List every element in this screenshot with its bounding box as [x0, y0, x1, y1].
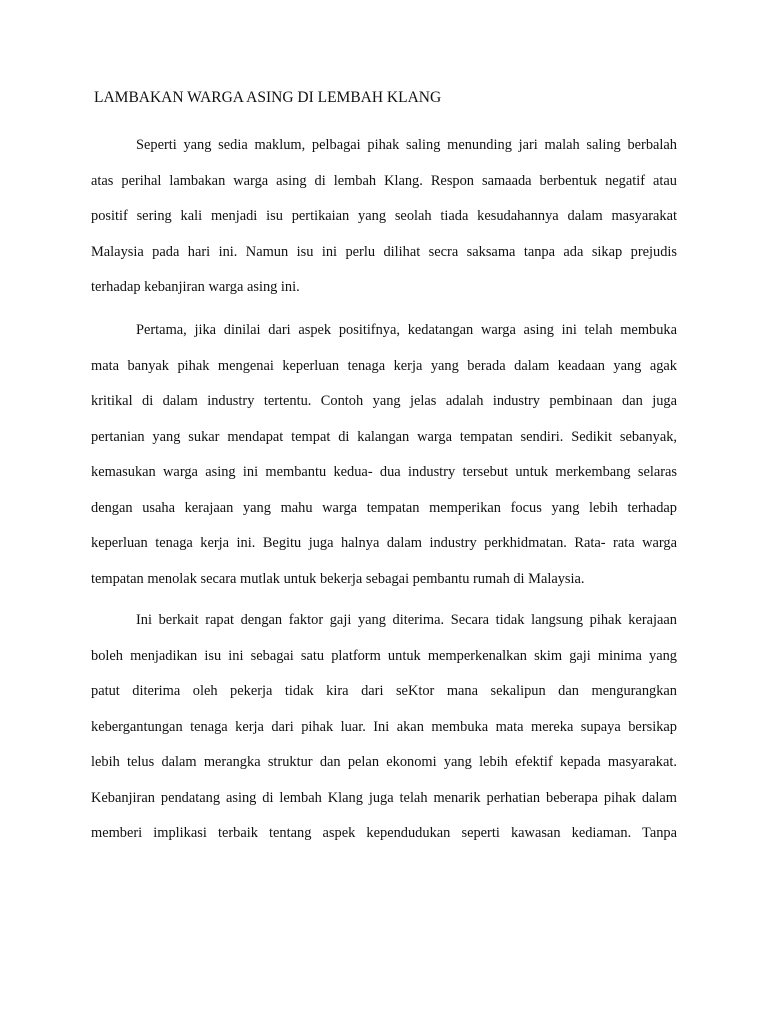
text-line: mata banyak pihak mengenai keperluan tenaga kerja yang berada dalam keadaan yang agak [91, 357, 677, 374]
text-line: atas perihal lambakan warga asing di lembah Klang. Respon samaada berbentuk negatif atau [91, 172, 677, 189]
text-line: kemasukan warga asing ini membantu kedua- dua industry tersebut untuk merkembang selaras [91, 464, 677, 480]
text-line: positif sering kali menjadi isu pertikaian yang seolah tiada kesudahannya dalam masyarakat [91, 208, 677, 224]
text-line: lebih telus dalam merangka struktur dan pelan ekonomi yang lebih efektif kepada masyarakat. [91, 754, 677, 770]
text-line: memberi implikasi terbaik tentang aspek kependudukan seperti kawasan kediaman. Tanpa [91, 825, 677, 841]
text-line: Malaysia pada hari ini. Namun isu ini perlu dilihat secra saksama tanpa ada sikap prejudis [91, 243, 677, 260]
text-line: pertanian yang sukar mendapat tempat di kalangan warga tempatan sendiri. Sedikit sebanyak, [91, 428, 677, 445]
text-line: dengan usaha kerajaan yang mahu warga tempatan memperikan focus yang lebih terhadap [91, 499, 677, 516]
text-line: tempatan menolak secara mutlak untuk bekerja sebagai pembantu rumah di Malaysia. [91, 570, 585, 587]
text-line: Ini berkait rapat dengan faktor gaji yang diterima. Secara tidak langsung pihak kerajaan [136, 612, 677, 628]
paragraph-3 [91, 603, 677, 852]
document-title: LAMBAKAN WARGA ASING DI LEMBAH KLANG [94, 89, 442, 106]
text-line: terhadap kebanjiran warga asing ini. [91, 279, 300, 295]
text-line: patut diterima oleh pekerja tidak kira dari seKtor mana sekalipun dan mengurangkan [91, 683, 677, 699]
text-line: kritikal di dalam industry tertentu. Contoh yang jelas adalah industry pembinaan dan juga [91, 393, 677, 409]
paragraph-2 [91, 313, 677, 597]
text-line: keperluan tenaga kerja ini. Begitu juga halnya dalam industry perkhidmatan. Rata- rata warga [91, 535, 677, 551]
text-line: Kebanjiran pendatang asing di lembah Klang juga telah menarik perhatian beberapa pihak dalam [91, 789, 677, 806]
text-line: boleh menjadikan isu ini sebagai satu platform untuk memperkenalkan skim gaji minima yang [91, 647, 677, 664]
paragraph-1 [91, 128, 677, 306]
text-line: Pertama, jika dinilai dari aspek positifnya, kedatangan warga asing ini telah membuka [136, 322, 677, 338]
text-line: kebergantungan tenaga kerja dari pihak luar. Ini akan membuka mata mereka supaya bersikap [91, 718, 677, 735]
text-line: Seperti yang sedia maklum, pelbagai pihak saling menunding jari malah saling berbalah [136, 137, 677, 153]
